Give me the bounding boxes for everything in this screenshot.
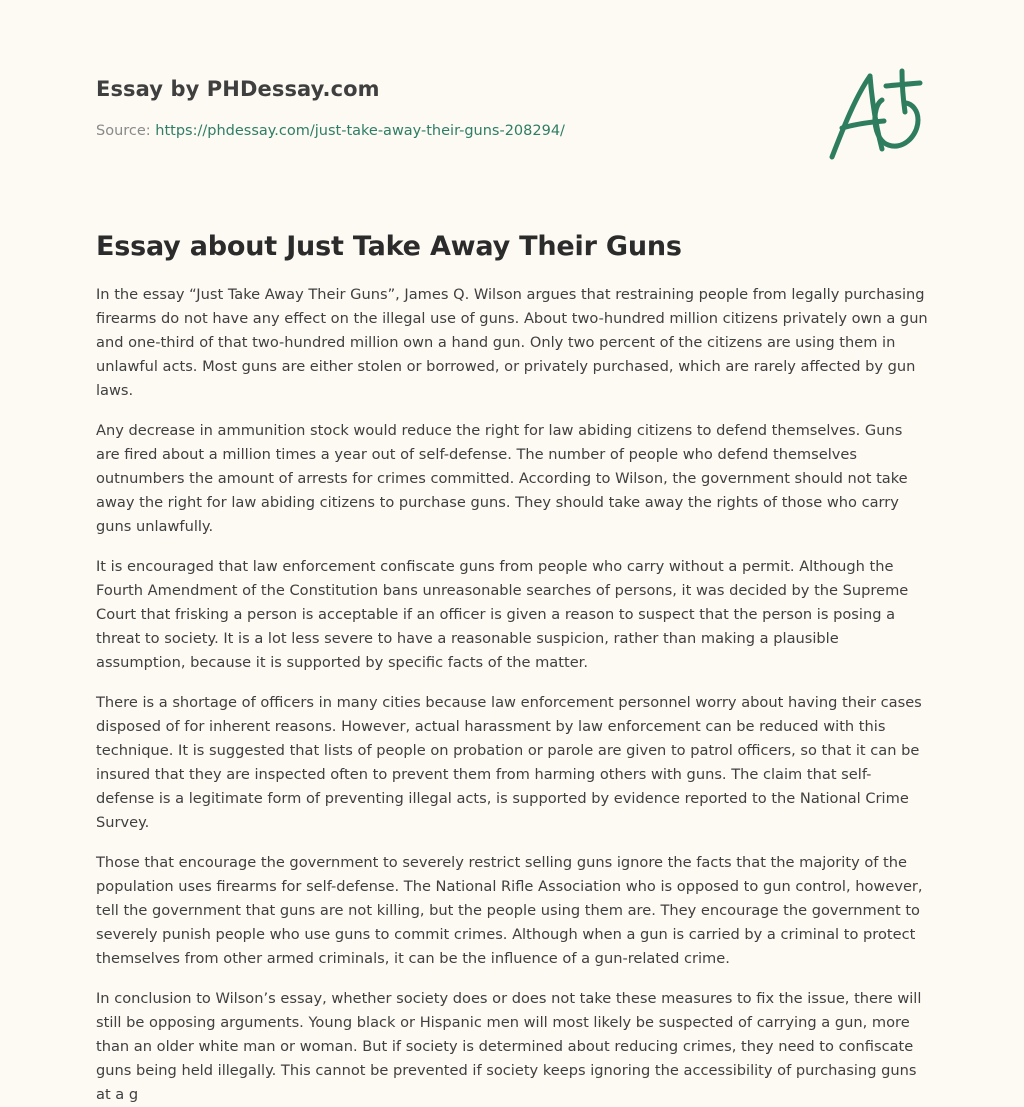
essay-paragraph: It is encouraged that law enforcement confiscate guns from people who carry without a permit. Although the Fourth Amendment of the Constitution bans unreasonable searches of persons, it was decided by the Supreme Court that frisking a person is acceptable if an officer is given a reason to suspect that the person is posing a threat to society. It is a lot less severe to have a reasonable suspicion, rather than making a plausible assumption, because it is supported by specific facts of the matter. (96, 558, 909, 671)
page-header (96, 0, 928, 200)
source-line (96, 123, 565, 139)
essay-paragraph: In conclusion to Wilson’s essay, whether society does or does not take these measures to fix the issue, there will still be opposing arguments. Young black or Hispanic men will most likely be suspected of carrying a gun, more than an older white man or woman. But if society is determined about reducing crimes, they need to confiscate guns being held illegally. This cannot be prevented if society keeps ignoring the accessibility of purchasing guns at a g (96, 990, 922, 1103)
essay-paragraph: There is a shortage of officers in many cities because law enforcement personnel worry about having their cases disposed of for inherent reasons. However, actual harassment by law enforcement can be reduced with this technique. It is suggested that lists of people on probation or parole are given to patrol officers, so that it can be insured that they are inspected often to prevent them from harming others with guns. The claim that self-defense is a legitimate form of preventing illegal acts, is supported by evidence reported to the National Crime Survey. (96, 694, 922, 831)
source-label: Source: (96, 123, 156, 139)
essay-body (96, 283, 928, 1107)
essay-paragraph: In the essay “Just Take Away Their Guns”, James Q. Wilson argues that restraining people from legally purchasing firearms do not have any effect on the illegal use of guns. About two-hundred million citizens privately own a gun and one-third of that two-hundred million own a hand gun. Only two percent of the citizens are using them in unlawful acts. Most guns are either stolen or borrowed, or privately purchased, which are rarely affected by gun laws. (96, 286, 928, 399)
essay-title: Essay about Just Take Away Their Guns (96, 231, 682, 262)
source-link[interactable]: https://phdessay.com/just-take-away-their-guns-208294/ (155, 123, 565, 139)
essay-paragraph: Those that encourage the government to severely restrict selling guns ignore the facts that the majority of the population uses firearms for self-defense. The National Rifle Association who is opposed to gun control, however, tell the government that guns are not killing, but the people using them are. They encourage the government to severely punish people who use guns to commit crimes. Although when a gun is carried by a criminal to protect themselves from other armed criminals, it can be the influence of a gun-related crime. (96, 854, 923, 967)
site-brand: Essay by PHDessay.com (96, 77, 380, 101)
a-plus-logo-icon (826, 66, 930, 166)
essay-paragraph: Any decrease in ammunition stock would reduce the right for law abiding citizens to defend themselves. Guns are fired about a million times a year out of self-defense. The number of people who defend themselves outnumbers the amount of arrests for crimes committed. According to Wilson, the government should not take away the right for law abiding citizens to purchase guns. They should take away the rights of those who carry guns unlawfully. (96, 422, 908, 535)
